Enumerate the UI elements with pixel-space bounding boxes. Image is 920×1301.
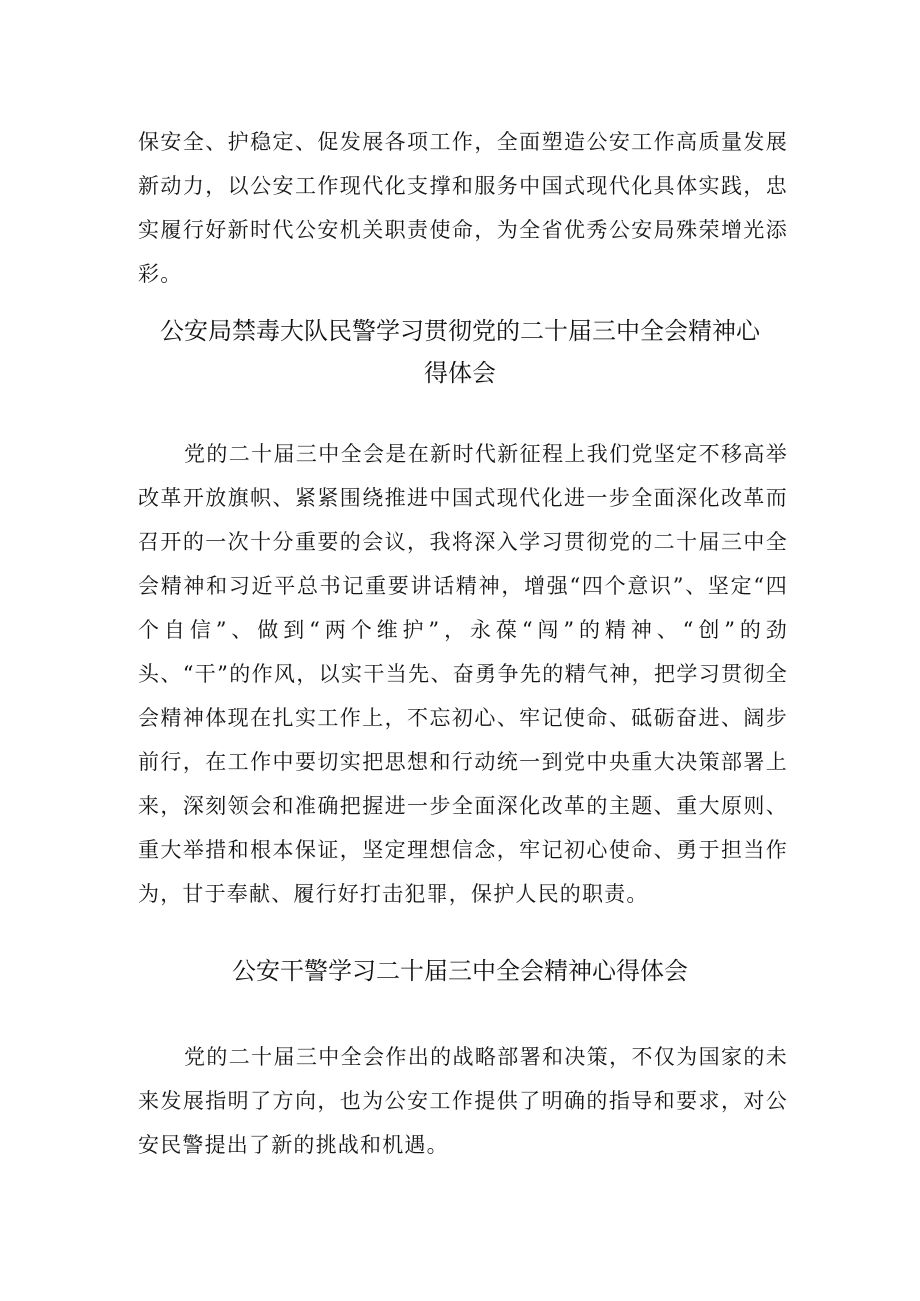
section-1-title: 公安局禁毒大队民警学习贯彻党的二十届三中全会精神心得体会 — [160, 317, 760, 387]
section-1-paragraph: 党的二十届三中全会是在新时代新征程上我们党坚定不移高举改革开放旗帜、紧紧围绕推进中国式现代化进一步全面深化改革而召开的一次十分重要的会议，我将深入学习贯彻党的二十届三中全会精神和习近平总书记重要讲话精神，增强“四个意识”、坚定“四个自信”、做到“两个维护”，永葆“闯”的精神、“创”的劲头、“干”的作风，以实干当先、奋勇争先的精气神，把学习贯彻全会精神体现在扎实工作上，不忘初心、牢记使命、砥砺奋进、阔步前行，在工作中要切实把思想和行动统一到党中央重大决策部署上来，深刻领会和准确把握进一步全面深化改革的主题、重大原则、重大举措和根本保证，坚定理想信念，牢记初心使命、勇于担当作为，甘于奉献、履行好打击犯罪，保护人民的职责。 — [138, 442, 788, 906]
section-2-paragraph: 党的二十届三中全会作出的战略部署和决策，不仅为国家的未来发展指明了方向，也为公安工作提供了明确的指导和要求，对公安民警提出了新的挑战和机遇。 — [138, 1045, 788, 1157]
section-2-title: 公安干警学习二十届三中全会精神心得体会 — [232, 957, 688, 985]
intro-paragraph: 保安全、护稳定、促发展各项工作，全面塑造公安工作高质量发展新动力，以公安工作现代化支撑和服务中国式现代化具体实践，忠实履行好新时代公安机关职责使命，为全省优秀公安局殊荣增光添彩。 — [138, 130, 788, 286]
